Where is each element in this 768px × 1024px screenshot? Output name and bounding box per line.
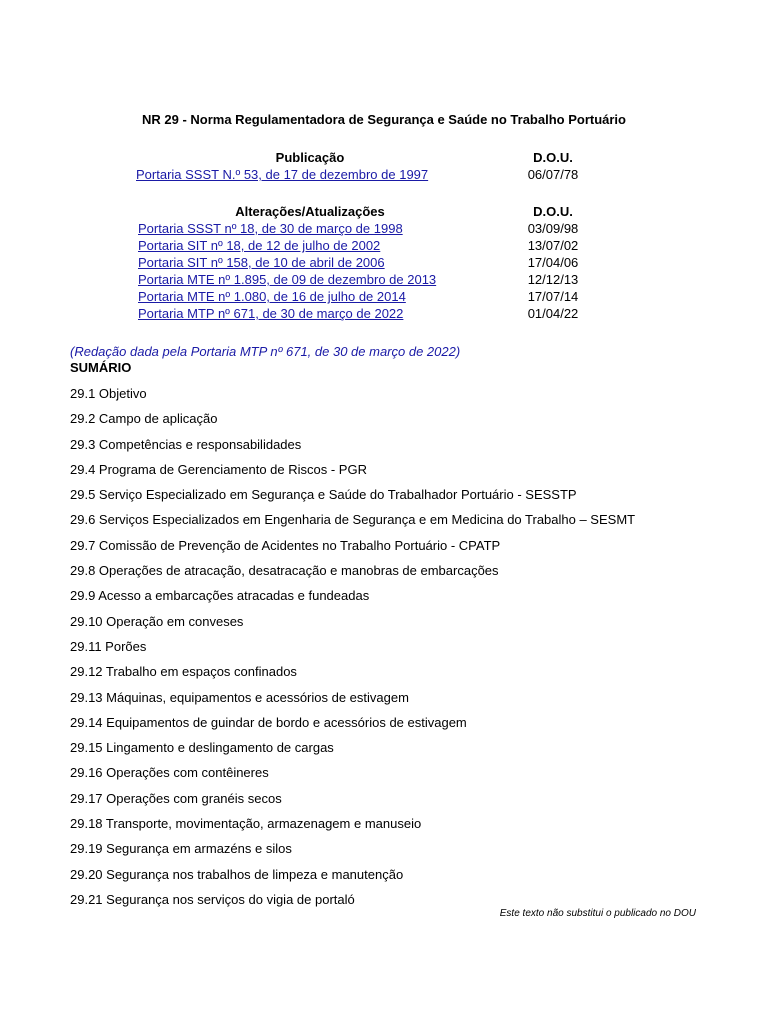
sumario-list xyxy=(70,386,635,917)
alteracao-row xyxy=(0,306,768,323)
publicacao-dou-header: D.O.U. xyxy=(533,150,573,165)
publicacao-link[interactable]: Portaria SSST N.º 53, de 17 de dezembro de 1997 xyxy=(136,167,429,182)
alteracoes-header: Alterações/Atualizações xyxy=(235,204,385,219)
alteracao-date: 01/04/22 xyxy=(527,306,579,321)
sumario-item: 29.5 Serviço Especializado em Segurança e Saúde do Trabalhador Portuário - SESSTP xyxy=(70,487,577,503)
sumario-item: 29.12 Trabalho em espaços confinados xyxy=(70,664,297,680)
alteracao-date: 03/09/98 xyxy=(527,221,579,236)
alteracao-date: 12/12/13 xyxy=(527,272,579,287)
sumario-item: 29.11 Porões xyxy=(70,638,147,654)
alteracao-link[interactable]: Portaria SSST nº 18, de 30 de março de 1998 xyxy=(138,221,403,236)
alteracao-link[interactable]: Portaria MTE nº 1.080, de 16 de julho de 2014 xyxy=(138,289,406,304)
sumario-item: 29.21 Segurança nos serviços do vigia de portaló xyxy=(70,891,355,907)
sumario-item: 29.2 Campo de aplicação xyxy=(70,411,218,427)
sumario-item: 29.10 Operação em conveses xyxy=(70,613,244,629)
sumario-item: 29.1 Objetivo xyxy=(70,386,147,401)
alteracao-date: 13/07/02 xyxy=(527,238,579,253)
redacao-note: (Redação dada pela Portaria MTP nº 671, de 30 de março de 2022) xyxy=(70,344,461,359)
sumario-item: 29.4 Programa de Gerenciamento de Riscos - PGR xyxy=(70,461,367,477)
publicacao-header: Publicação xyxy=(275,150,345,165)
publicacao-row xyxy=(0,167,768,184)
alteracao-date: 17/07/14 xyxy=(527,289,579,304)
alteracao-row xyxy=(0,255,768,272)
sumario-item: 29.13 Máquinas, equipamentos e acessórios de estivagem xyxy=(70,689,409,705)
sumario-item: 29.18 Transporte, movimentação, armazenagem e manuseio xyxy=(70,816,422,832)
sumario-item: 29.19 Segurança em armazéns e silos xyxy=(70,841,292,857)
alteracao-row xyxy=(0,238,768,255)
sumario-title: SUMÁRIO xyxy=(70,360,132,375)
footer-note: Este texto não substitui o publicado no DOU xyxy=(499,908,696,919)
sumario-item: 29.8 Operações de atracação, desatracação e manobras de embarcações xyxy=(70,563,499,579)
alteracao-row xyxy=(0,289,768,306)
alteracao-link[interactable]: Portaria SIT nº 18, de 12 de julho de 2002 xyxy=(138,238,381,253)
alteracao-row xyxy=(0,272,768,289)
sumario-item: 29.14 Equipamentos de guindar de bordo e acessórios de estivagem xyxy=(70,714,467,730)
alteracao-link[interactable]: Portaria SIT nº 158, de 10 de abril de 2006 xyxy=(138,255,385,270)
alteracao-row xyxy=(0,221,768,238)
alteracao-link[interactable]: Portaria MTP nº 671, de 30 de março de 2022 xyxy=(138,306,404,321)
alteracao-date: 17/04/06 xyxy=(527,255,579,270)
publicacao-date: 06/07/78 xyxy=(527,167,579,182)
sumario-item: 29.15 Lingamento e deslingamento de cargas xyxy=(70,740,334,756)
sumario-item: 29.16 Operações com contêineres xyxy=(70,765,269,781)
alteracoes-dou-header: D.O.U. xyxy=(533,204,573,219)
document-title: NR 29 - Norma Regulamentadora de Segurança e Saúde no Trabalho Portuário xyxy=(141,112,626,127)
sumario-item: 29.3 Competências e responsabilidades xyxy=(70,436,302,452)
sumario-item: 29.20 Segurança nos trabalhos de limpeza e manutenção xyxy=(70,866,404,882)
alteracao-link[interactable]: Portaria MTE nº 1.895, de 09 de dezembro de 2013 xyxy=(138,272,437,287)
sumario-item: 29.6 Serviços Especializados em Engenharia de Segurança e em Medicina do Trabalho – SESMT xyxy=(70,512,636,528)
sumario-item: 29.9 Acesso a embarcações atracadas e fundeadas xyxy=(70,588,370,604)
sumario-item: 29.17 Operações com granéis secos xyxy=(70,790,282,806)
sumario-item: 29.7 Comissão de Prevenção de Acidentes no Trabalho Portuário - CPATP xyxy=(70,537,501,553)
